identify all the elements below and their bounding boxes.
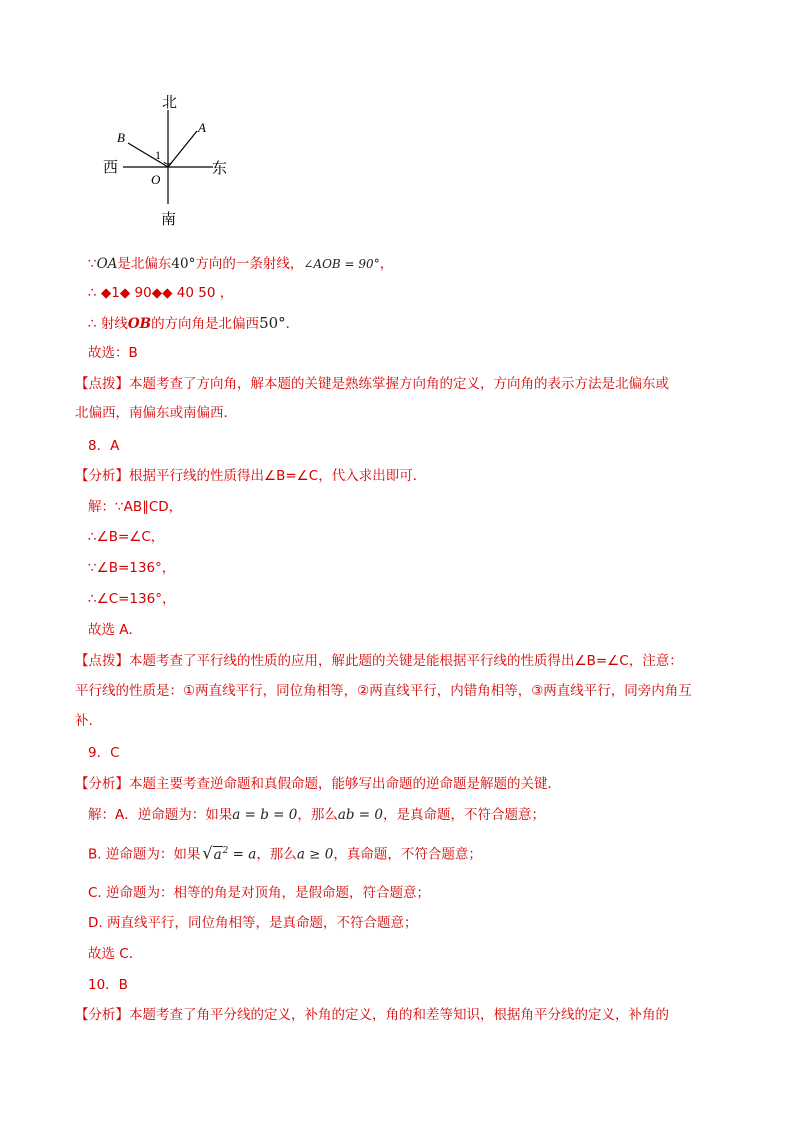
- analysis-9: 【分析】本题主要考查逆命题和真假命题，能够写出命题的逆命题是解题的关键．: [75, 776, 561, 792]
- option-c-analysis: C. 逆命题为：相等的角是对顶角，是假命题，符合题意；: [88, 885, 431, 901]
- analysis-10: 【分析】本题考查了角平分线的定义，补角的定义，角的和差等知识，根据角平分线的定义，补角的: [75, 1007, 669, 1023]
- answer-7: 故选：B: [88, 345, 138, 361]
- option-d-analysis: D. 两直线平行，同位角相等，是真命题，不符合题意；: [88, 915, 418, 931]
- line-oa-given: ∵OA是北偏东40°方向的一条射线，∠AOB = 90°，: [88, 256, 394, 272]
- question-8-number: 8．A: [88, 438, 120, 454]
- answer-9: 故选 C．: [88, 946, 143, 962]
- label-south: 南: [161, 212, 177, 228]
- option-a-analysis: 解：A．逆命题为：如果a = b = 0，那么ab = 0，是真命题，不符合题意；: [88, 807, 546, 823]
- tip-8-line-1: 【点拨】本题考查了平行线的性质的应用，解此题的关键是能根据平行线的性质得出∠B=∠C，注意：: [75, 653, 683, 669]
- label-a: A: [198, 120, 206, 135]
- label-north: 北: [162, 95, 178, 111]
- direction-figure: [95, 92, 245, 232]
- label-west: 西: [103, 160, 119, 176]
- option-b-analysis: B. 逆命题为：如果 $√a^2 = a$，那么a ≥ 0，真命题，不符合题意；: [88, 841, 482, 865]
- label-angle-1: 1: [155, 148, 161, 162]
- label-o: O: [151, 172, 161, 187]
- solution-8-step-4: ∴∠C=136°，: [88, 591, 176, 607]
- sqrt-expression: $√a^2 = a$: [202, 843, 257, 863]
- solution-8-step-2: ∴∠B=∠C，: [88, 529, 165, 545]
- ray-ob: [128, 143, 168, 167]
- tip-8-line-3: 补.: [75, 713, 93, 729]
- tip-8-line-2: 平行线的性质是：①两直线平行，同位角相等，②两直线平行，内错角相等，③两直线平行，同旁内角互: [75, 683, 692, 699]
- analysis-8: 【分析】根据平行线的性质得出∠B=∠C，代入求出即可．: [75, 468, 427, 484]
- tip-7-line-1: 【点拨】本题考查了方向角，解本题的关键是熟练掌握方向角的定义，方向角的表示方法是北偏东或: [75, 376, 669, 392]
- ray-oa: [168, 131, 197, 167]
- label-east: 东: [212, 161, 228, 177]
- question-9-number: 9．C: [88, 745, 120, 761]
- solution-8-step-3: ∵∠B=136°，: [88, 560, 176, 576]
- solution-8-step-1: 解：∵AB∥CD，: [88, 499, 183, 515]
- label-b: B: [117, 130, 125, 145]
- answer-8: 故选 A．: [88, 622, 143, 638]
- tip-7-line-2: 北偏西，南偏东或南偏西．: [75, 405, 237, 421]
- question-10-number: 10．B: [88, 977, 128, 993]
- line-ob-result: ∴ 射线OB的方向角是北偏西50°．: [88, 314, 300, 332]
- line-garbled-calc: ∴ ◆1◆ 90◆◆ 40 50 ，: [88, 285, 234, 301]
